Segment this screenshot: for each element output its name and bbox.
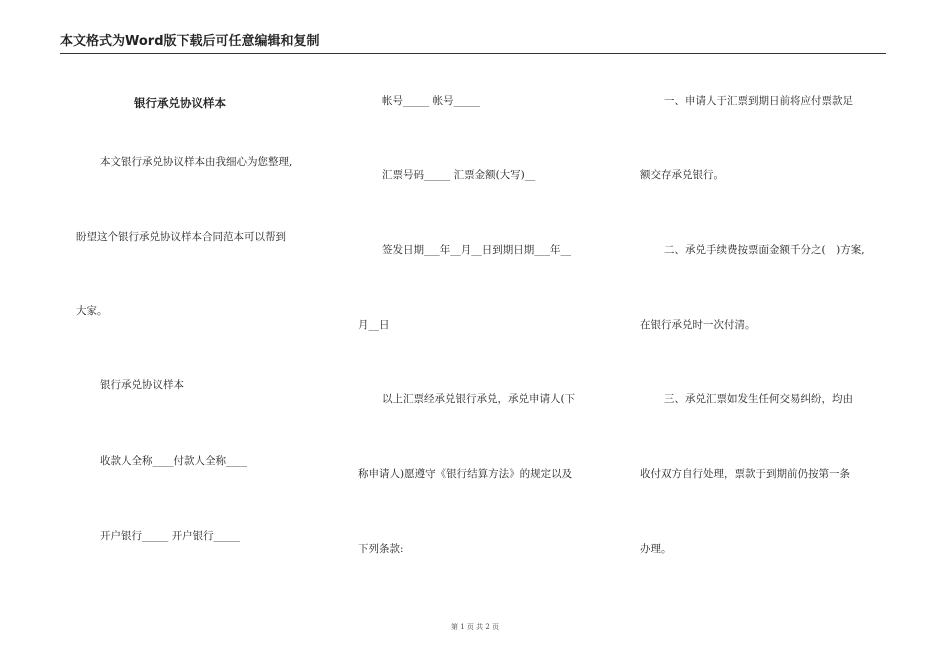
paragraph-line: 大家。 — [76, 305, 108, 317]
document-title: 银行承兑协议样本 — [134, 96, 226, 110]
form-line-date-continued: 月__日 — [358, 319, 390, 331]
column-right — [640, 60, 895, 620]
form-line-draft-number: 汇票号码_____ 汇票金额(大写)__ — [382, 169, 536, 181]
clause-three-line: 三、承兑汇票如发生任何交易纠纷，均由 — [664, 393, 853, 405]
form-line-bank: 开户银行_____ 开户银行_____ — [100, 530, 240, 542]
clause-three-line: 收付双方自行处理，票款于到期前仍按第一条 — [640, 468, 850, 480]
paragraph-line: 称申请人)愿遵守《银行结算方法》的规定以及 — [358, 468, 573, 480]
column-middle — [358, 60, 608, 620]
clause-three-line: 办理。 — [640, 543, 672, 555]
column-left — [76, 60, 326, 620]
form-line-payee-payer: 收款人全称____付款人全称____ — [100, 455, 247, 467]
clause-one-line: 一、申请人于汇票到期日前将应付票款足 — [664, 95, 853, 107]
header-text: 本文格式为Word版下载后可任意编辑和复制 — [60, 34, 320, 49]
document-header — [60, 34, 886, 54]
paragraph-line: 下列条款: — [358, 543, 404, 555]
form-line-issue-date: 签发日期___年__月__日到期日期___年__ — [382, 244, 571, 256]
clause-one-line: 额交存承兑银行。 — [640, 169, 724, 181]
paragraph-line: 本文银行承兑协议样本由我细心为您整理, — [100, 156, 293, 168]
paragraph-line: 盼望这个银行承兑协议样本合同范本可以帮到 — [76, 231, 286, 243]
form-line-account: 帐号_____ 帐号_____ — [382, 95, 480, 107]
clause-two-line: 在银行承兑时一次付清。 — [640, 319, 756, 331]
paragraph-line: 以上汇票经承兑银行承兑，承兑申请人(下 — [382, 393, 576, 405]
section-heading: 银行承兑协议样本 — [100, 379, 184, 391]
page-number: 第 1 页 共 2 页 — [450, 623, 500, 631]
clause-two-line: 二、承兑手续费按票面金额千分之( )方案, — [664, 244, 865, 256]
